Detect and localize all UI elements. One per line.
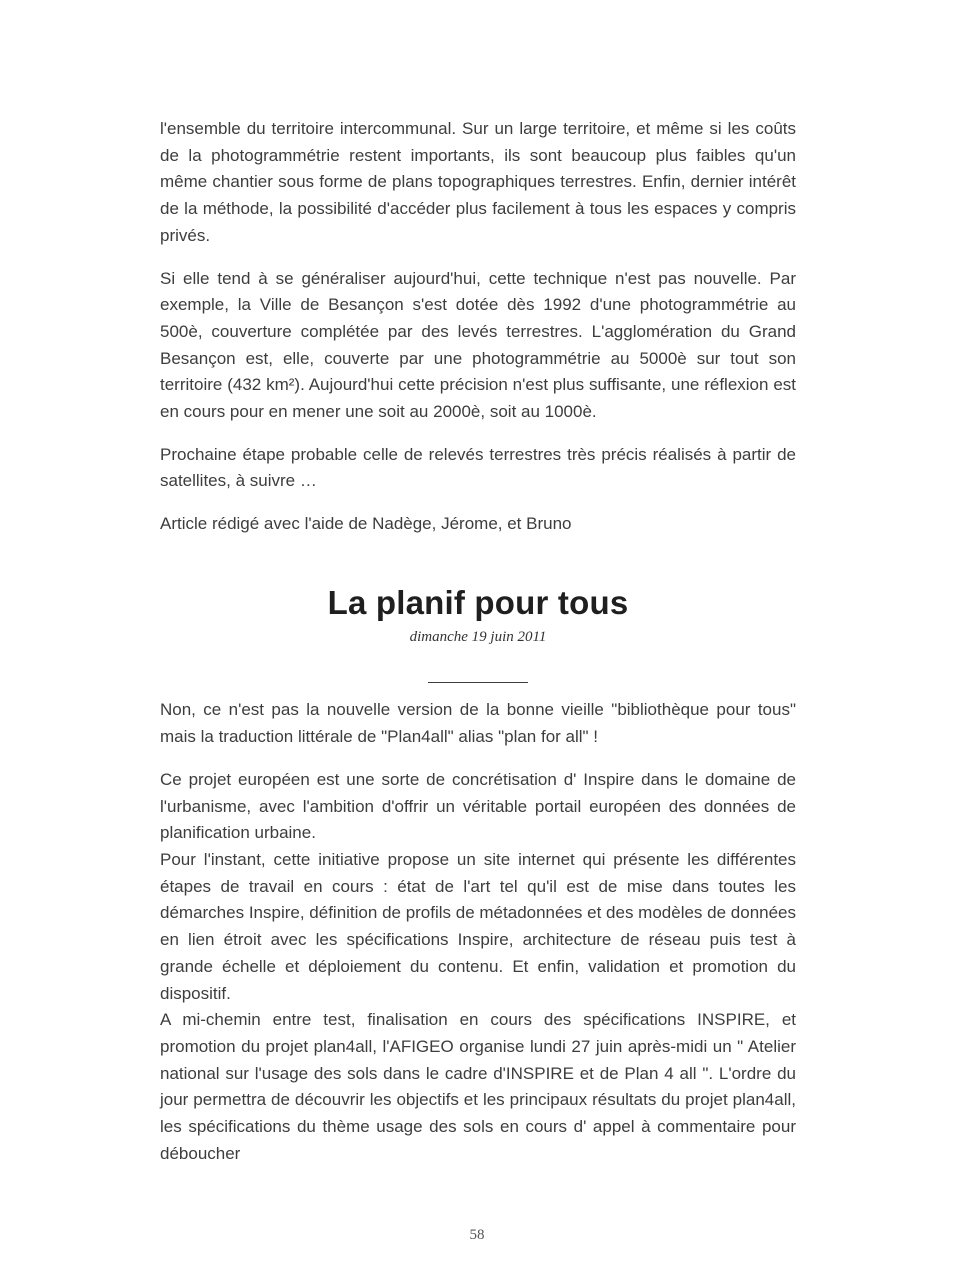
paragraph: Prochaine étape probable celle de relevés terrestres très précis réalisés à partir de satellites, à suivre … [160,444,796,491]
page-number: 58 [469,1227,485,1243]
section-divider [428,682,528,683]
post-title: La planif pour tous [327,583,629,621]
document-content [160,116,796,1167]
paragraph: Si elle tend à se généraliser aujourd'hui, cette technique n'est pas nouvelle. Par exemple, la Ville de Besançon s'est dotée dès 1992 d'une photogrammétrie au 500è, couverture complétée par des levés terrestres. L'agglomération du Grand Besançon est, elle, couverte par une photogrammétrie au 5000è sur tout son territoire (432 km²). Aujourd'hui cette précision n'est plus suffisante, une réflexion est en cours pour en mener une soit au 2000è, soit au 1000è. [160,268,796,422]
paragraph: A mi-chemin entre test, finalisation en cours des spécifications INSPIRE, et promotion du projet plan4all, l'AFIGEO organise lundi 27 juin après-midi un " Atelier national sur l'usage des sols dans le cadre d'INSPIRE et de Plan 4 all ". L'ordre du jour permettra de découvrir les objectifs et les principaux résultats du projet plan4all, les spécifications du thème usage des sols en cours d' appel à commentaire pour déboucher [160,1010,796,1163]
paragraph: l'ensemble du territoire intercommunal. Sur un large territoire, et même si les coûts de la photogrammétrie restent importants, ils sont beaucoup plus faibles qu'un même chantier sous forme de plans topographiques terrestres. Enfin, dernier intérêt de la méthode, la possibilité d'accéder plus facilement à tous les espaces y compris privés. [160,119,796,245]
paragraph: Non, ce n'est pas la nouvelle version de la bonne vieille "bibliothèque pour tous" mais la traduction littérale de "Plan4all" alias "plan for all" ! [160,700,796,747]
paragraph: Ce projet européen est une sorte de concrétisation d' Inspire dans le domaine de l'urbanisme, avec l'ambition d'offrir un véritable portail européen des données de planification urbaine. [160,769,796,843]
article-credit: Article rédigé avec l'aide de Nadège, Jérome, et Bruno [160,514,572,534]
paragraph: Pour l'instant, cette initiative propose un site internet qui présente les différentes étapes de travail en cours : état de l'art tel qu'il est de mise dans toutes les démarches Inspire, définition de profils de métadonnées et des modèles de données en lien étroit avec les spécifications Inspire, architecture de réseau puis test à grande échelle et déploiement du contenu. Et enfin, validation et promotion du dispositif. [160,850,797,1003]
post-date: dimanche 19 juin 2011 [409,628,547,645]
